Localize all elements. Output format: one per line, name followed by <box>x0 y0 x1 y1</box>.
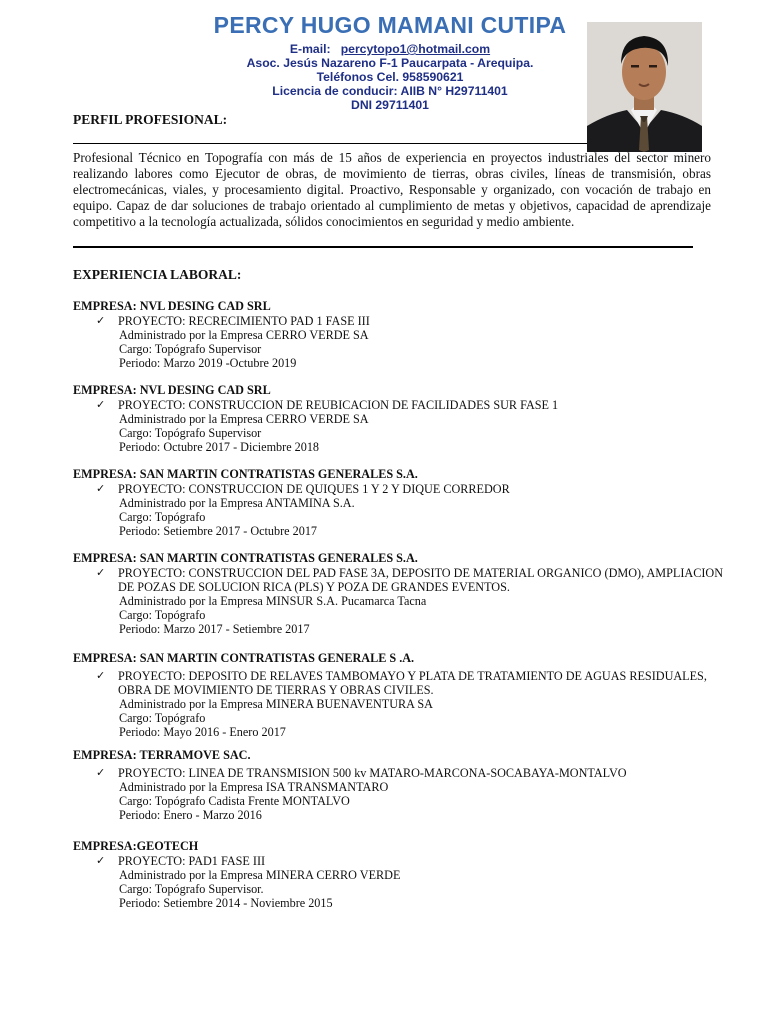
job-admin: Administrado por la Empresa CERRO VERDE SA <box>119 412 369 426</box>
job-company: EMPRESA: SAN MARTIN CONTRATISTAS GENERALES S.A. <box>73 467 418 481</box>
address-line: Asoc. Jesús Nazareno F-1 Paucarpata - Arequipa. <box>246 56 534 70</box>
candidate-name: PERCY HUGO MAMANI CUTIPA <box>213 12 567 38</box>
job-project-text: PROYECTO: DEPOSITO DE RELAVES TAMBOMAYO Y PLATA DE TRATAMIENTO DE AGUAS RESIDUALES, OBRA DE MOVIMIENTO DE TIERRAS Y OBRAS CIVILES. <box>118 669 707 697</box>
job-cargo: Cargo: Topógrafo Supervisor. <box>119 882 264 896</box>
job-periodo: Periodo: Setiembre 2014 - Noviembre 2015 <box>119 896 333 910</box>
job-project-text: PROYECTO: LINEA DE TRANSMISION 500 kv MATARO-MARCONA-SOCABAYA-MONTALVO <box>118 766 627 780</box>
job-periodo: Periodo: Marzo 2019 -Octubre 2019 <box>119 356 297 370</box>
job-entry <box>73 651 723 739</box>
job-project <box>73 482 723 496</box>
job-entry <box>73 551 723 636</box>
check-icon: ✓ <box>96 670 106 682</box>
job-project <box>73 766 723 780</box>
perfil-heading: PERFIL PROFESIONAL: <box>73 112 228 127</box>
profile-photo <box>587 22 702 152</box>
perfil-paragraph: Profesional Técnico en Topografía con más de 15 años de experiencia en proyectos industriales del sector minero realizando labores como Ejecutor de obras, de movimiento de tierras, obras civiles, líneas de transmisión, obras electromecánicas, viales, y procesamiento digital. Proactivo, Responsable y organizado, con vocación de trabajo en equipo. Capaz de dar soluciones de trabajo orientado al cumplimiento de metas y objetivos, capacidad de aprendizaje competitivo a la tecnología actualizada, sólidos conocimientos en seguridad y medio ambiente. <box>73 150 711 229</box>
job-project-text: PROYECTO: RECRECIMIENTO PAD 1 FASE III <box>118 314 370 328</box>
job-cargo: Cargo: Topógrafo <box>119 510 206 524</box>
job-project <box>73 669 723 697</box>
job-entry <box>73 748 723 822</box>
job-entry <box>73 467 723 538</box>
email-label: E-mail: <box>289 42 331 56</box>
section-divider <box>73 246 693 248</box>
dni-line: DNI 29711401 <box>351 98 429 112</box>
job-project-text: PROYECTO: CONSTRUCCION DEL PAD FASE 3A, DEPOSITO DE MATERIAL ORGANICO (DMO), AMPLIACION DE POZAS DE SOLUCION RICA (PLS) Y POZA DE GRANDES EVENTOS. <box>118 566 724 594</box>
license-line: Licencia de conducir: AIIB N° H29711401 <box>272 84 508 98</box>
job-cargo: Cargo: Topógrafo <box>119 608 206 622</box>
experiencia-heading: EXPERIENCIA LABORAL: <box>73 267 242 282</box>
check-icon: ✓ <box>96 855 106 867</box>
check-icon: ✓ <box>96 567 106 579</box>
job-company: EMPRESA: TERRAMOVE SAC. <box>73 748 251 762</box>
job-company: EMPRESA: NVL DESING CAD SRL <box>73 299 271 313</box>
job-project-text: PROYECTO: PAD1 FASE III <box>118 854 266 868</box>
job-company: EMPRESA: SAN MARTIN CONTRATISTAS GENERALES S.A. <box>73 551 418 565</box>
check-icon: ✓ <box>96 399 106 411</box>
job-entry <box>73 383 723 454</box>
job-admin: Administrado por la Empresa MINERA BUENAVENTURA SA <box>119 697 433 711</box>
check-icon: ✓ <box>96 483 106 495</box>
job-company: EMPRESA: NVL DESING CAD SRL <box>73 383 271 397</box>
job-cargo: Cargo: Topógrafo <box>119 711 206 725</box>
job-cargo: Cargo: Topógrafo Supervisor <box>119 426 262 440</box>
header-divider <box>73 143 587 144</box>
job-periodo: Periodo: Octubre 2017 - Diciembre 2018 <box>119 440 320 454</box>
job-company: EMPRESA: SAN MARTIN CONTRATISTAS GENERALE S .A. <box>73 651 415 665</box>
job-admin: Administrado por la Empresa ISA TRANSMANTARO <box>119 780 389 794</box>
job-project-text: PROYECTO: CONSTRUCCION DE QUIQUES 1 Y 2 Y DIQUE CORREDOR <box>118 482 510 496</box>
job-admin: Administrado por la Empresa CERRO VERDE SA <box>119 328 369 342</box>
job-periodo: Periodo: Mayo 2016 - Enero 2017 <box>119 725 286 739</box>
job-periodo: Periodo: Marzo 2017 - Setiembre 2017 <box>119 622 310 636</box>
job-entry <box>73 299 723 370</box>
job-entry <box>73 839 723 910</box>
job-admin: Administrado por la Empresa ANTAMINA S.A. <box>119 496 355 510</box>
job-cargo: Cargo: Topógrafo Cadista Frente MONTALVO <box>119 794 350 808</box>
job-project-text: PROYECTO: CONSTRUCCION DE REUBICACION DE FACILIDADES SUR FASE 1 <box>118 398 559 412</box>
email-link[interactable]: percytopo1@hotmail.com <box>340 42 491 56</box>
job-project <box>73 398 723 412</box>
job-project <box>73 314 723 328</box>
check-icon: ✓ <box>96 315 106 327</box>
job-company: EMPRESA:GEOTECH <box>73 839 199 853</box>
check-icon: ✓ <box>96 767 106 779</box>
job-periodo: Periodo: Enero - Marzo 2016 <box>119 808 262 822</box>
phones-line: Teléfonos Cel. 958590621 <box>316 70 464 84</box>
job-admin: Administrado por la Empresa MINSUR S.A. Pucamarca Tacna <box>119 594 427 608</box>
job-project <box>73 566 723 594</box>
job-project <box>73 854 723 868</box>
job-cargo: Cargo: Topógrafo Supervisor <box>119 342 262 356</box>
job-admin: Administrado por la Empresa MINERA CERRO VERDE <box>119 868 401 882</box>
job-periodo: Periodo: Setiembre 2017 - Octubre 2017 <box>119 524 318 538</box>
